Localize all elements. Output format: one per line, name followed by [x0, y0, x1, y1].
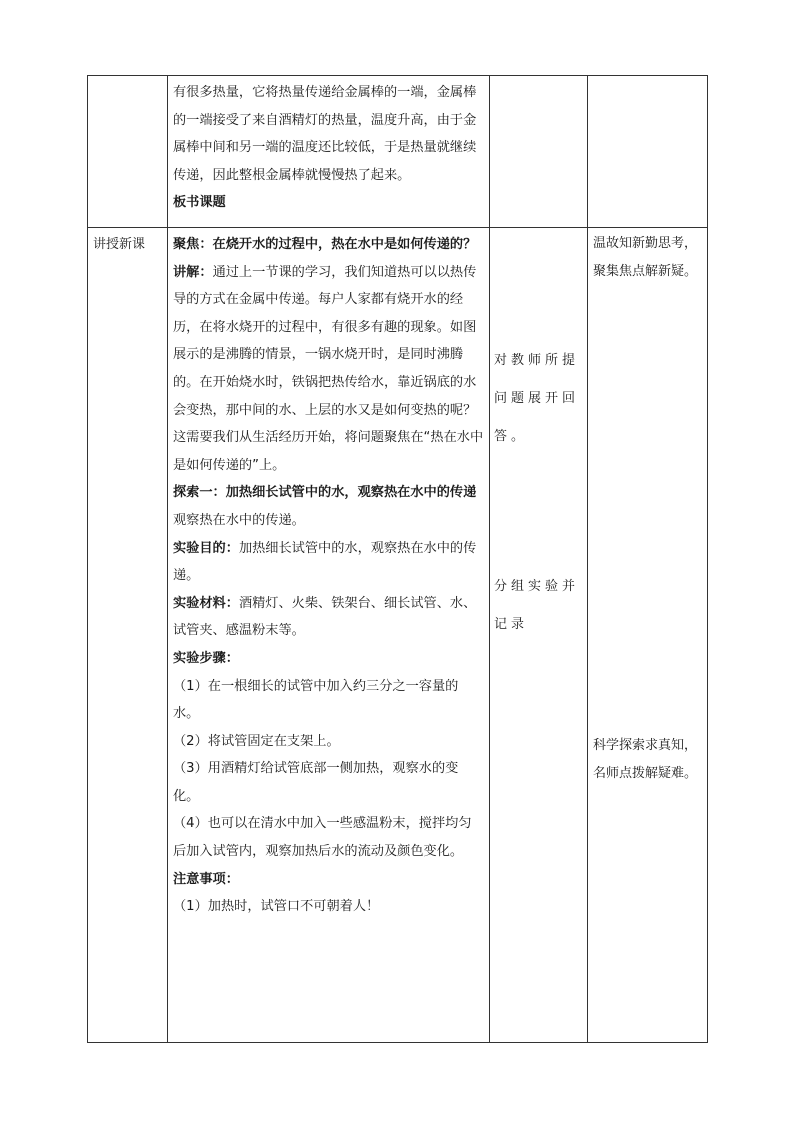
design-intent-review: 温故知新勤思考，聚集焦点解新疑。 — [593, 236, 698, 279]
materials-lead: 实验材料： — [173, 595, 239, 611]
focus-question: 聚焦：在烧开水的过程中，热在水中是如何传递的？ — [173, 237, 477, 252]
explore-title: 探索一：加热细长试管中的水，观察热在水中的传递 — [173, 485, 477, 501]
step-item: （1）在一根细长的试管中加入约三分之一容量的水。 — [173, 678, 459, 722]
lecture-text: 通过上一节课的学习，我们知道热可以以热传导的方式在金属中传递。每户人家都有烧开水的经历，在将水烧开的过程中，有很多有趣的现象。如图展示的是沸腾的情景，一锅水烧开时，是同时沸腾的。在开始烧水时，铁锅把热传给水，靠近锅底的水会变热，那中间的水、上层的水又是如何变热的呢？这需要我们从生活经历开始，将问题聚焦在“热在水中是如何传递的”上。 — [173, 264, 484, 473]
student-activity-answer: 对教师所提问题展开回答。 — [494, 353, 580, 444]
design-intent-cell — [588, 228, 708, 1043]
table-row — [88, 228, 708, 1043]
purpose-text: 加热细长试管中的水，观察热在水中的传递。 — [173, 540, 477, 584]
explore-subtitle: 观察热在水中的传递。 — [173, 512, 305, 528]
design-intent-cell — [588, 76, 708, 228]
section-label-cell — [88, 76, 168, 228]
table-row — [88, 76, 708, 228]
step-item: （2）将试管固定在支架上。 — [173, 733, 340, 749]
lecture-lead: 讲解： — [173, 264, 213, 280]
teacher-activity-cell — [168, 76, 490, 228]
lesson-plan-table — [87, 75, 708, 1043]
teacher-activity-cell — [168, 228, 490, 1043]
student-activity-cell — [490, 76, 588, 228]
student-activity-experiment: 分组实验并记录 — [494, 579, 580, 632]
continued-paragraph: 有很多热量，它将热量传递给金属棒的一端，金属棒的一端接受了来自酒精灯的热量，温度升高，由于金属棒中间和另一端的温度还比较低，于是热量就继续传递，因此整根金属棒就慢慢热了起来。 — [173, 85, 477, 183]
step-item: （3）用酒精灯给试管底部一侧加热，观察水的变化。 — [173, 761, 459, 804]
section-label-cell — [88, 228, 168, 1043]
student-activity-cell — [490, 228, 588, 1043]
steps-heading: 实验步骤： — [173, 650, 239, 666]
notes-heading: 注意事项： — [173, 871, 239, 887]
design-intent-explore: 科学探索求真知，名师点拨解疑难。 — [593, 738, 698, 781]
note-item: （1）加热时，试管口不可朝着人！ — [173, 899, 380, 915]
section-label: 讲授新课 — [93, 237, 146, 252]
purpose-lead: 实验目的： — [173, 540, 239, 556]
lecture-paragraph — [173, 259, 484, 480]
purpose-paragraph — [173, 535, 484, 590]
step-item: （4）也可以在清水中加入一些感温粉末，搅拌均匀后加入试管内，观察加热后水的流动及颜色变化。 — [173, 816, 472, 860]
materials-text: 酒精灯、火柴、铁架台、细长试管、水、试管夹、感温粉末等。 — [173, 595, 477, 639]
materials-paragraph — [173, 590, 484, 645]
blackboard-heading: 板书课题 — [173, 195, 226, 211]
